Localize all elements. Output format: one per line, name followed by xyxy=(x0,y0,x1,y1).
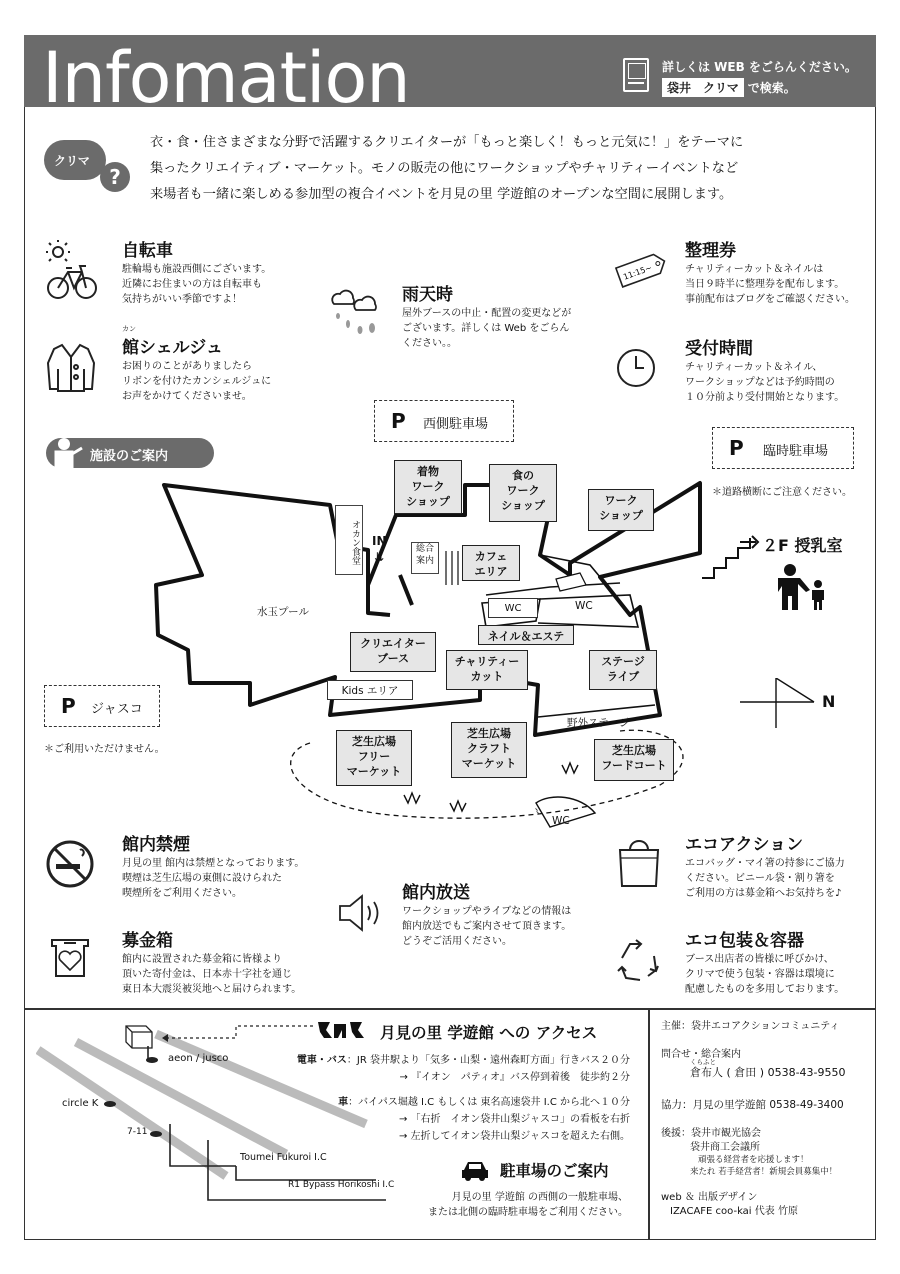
concierge-title: 館シェルジュ xyxy=(122,338,223,358)
food-workshop-bubble: 食の ワーク ショップ xyxy=(489,464,557,522)
okan-shokudo-label: オカン食堂 xyxy=(335,505,363,575)
jusco-parking: P ジャスコ xyxy=(44,685,160,727)
clock-icon xyxy=(616,348,658,390)
entrance-label: IN xyxy=(372,534,387,548)
car-icon xyxy=(460,1158,490,1182)
stage-live-bubble: ステージ ライブ xyxy=(589,650,657,690)
toumei-label: Toumei Fukuroi I.C xyxy=(240,1152,327,1163)
rain-icon xyxy=(328,288,382,340)
support-credit-3: 頑張る経営者を応援します！ xyxy=(698,1155,809,1165)
broadcast-text: ワークショップやライブなどの情報は 館内放送でもご案内させて頂きます。 どうぞご活用ください。 xyxy=(402,906,572,947)
north-label: N xyxy=(822,692,836,711)
wc-label-2: WC xyxy=(575,600,593,612)
temp-parking-note: ＊道路横断にご注意ください。 xyxy=(712,487,852,498)
computer-icon xyxy=(623,58,649,92)
design-label: web ＆ 出版デザイン xyxy=(661,1192,758,1203)
jusco-parking-note: ＊ご利用いただけません。 xyxy=(44,744,165,755)
car-access: 車：バイパス堀越 I.C もしくは 東名高速袋井 I.C から北へ１０分 → 「右折 イオン袋井山梨ジャスコ」の看板を右折 → 左折してイオン袋井山梨ジャスコを超えた右側。 xyxy=(338,1097,630,1142)
ticket-text: チャリティーカット＆ネイルは 当日９時半に整理券を配布します。 事前配布はブログをご確認ください。 xyxy=(685,264,855,305)
rain-text: 屋外ブースの中止・配置の変更などが ございます。詳しくは Web をごらん ください。。 xyxy=(402,308,572,349)
shirt-icon xyxy=(46,343,96,393)
r1-label: R1 Bypass Horikoshi I.C xyxy=(288,1180,395,1190)
kids-area-label: Kids エリア xyxy=(327,680,413,700)
nosmoking-text: 月見の里 館内は禁煙となっております。 喫煙は芝生広場の東側に設けられた 喫煙所をご利用ください。 xyxy=(122,858,305,899)
seven-eleven-label: 7-11 xyxy=(127,1127,148,1137)
cafe-area-bubble: カフェ エリア xyxy=(462,545,520,581)
host-credit: 主催：袋井エコアクションコミュニティ xyxy=(661,1021,840,1032)
access-title: 月見の里 学遊館 への アクセス xyxy=(380,1024,598,1042)
entrance-arrow-icon: ⇊ xyxy=(374,550,385,564)
ticket-time: 11:15~ xyxy=(622,263,654,282)
lawn-food-court-bubble: 芝生広場 フードコート xyxy=(594,739,674,781)
design-credit: IZACAFE coo-kai 代表 竹原 xyxy=(670,1206,798,1217)
svg-text:⌇: ⌇ xyxy=(533,806,541,817)
west-parking: P 西側駐車場 xyxy=(374,400,514,442)
contact-info: 倉布人 ( 倉田 ) 0538-43-9550 xyxy=(690,1066,846,1079)
nursing-room-label: ２F 授乳室 xyxy=(762,536,843,555)
donation-box-icon xyxy=(48,934,94,980)
eco-text: エコバッグ・マイ箸の持参にご協力 ください。ビニール袋・割り箸を ご利用の方は募金箱へお気持ちを♪ xyxy=(685,858,845,899)
no-smoking-icon xyxy=(44,838,96,890)
outdoor-stage-label: 野外ステージ xyxy=(567,717,630,729)
wrap-text: ブース出店者の皆様に呼びかけ、 クリマで使う包装・容器は環境に 配慮したものを多用しております。 xyxy=(685,954,845,995)
concierge-text: お困りのことがありましたら リボンを付けたカンシェルジュに お声をかけてくださいませ。 xyxy=(122,361,272,402)
guide-person-icon xyxy=(50,436,84,472)
contact-ruby: くらふと xyxy=(690,1058,716,1066)
support-credit: 後援：袋井市観光協会 xyxy=(661,1128,761,1139)
eco-bag-icon xyxy=(614,836,664,890)
search-hint xyxy=(662,78,796,97)
aeon-label: aeon / jusco xyxy=(168,1053,229,1064)
circlek-label: circle K xyxy=(62,1098,99,1109)
reception-title: 受付時間 xyxy=(685,339,753,359)
contact-label: 問合せ・総合案内 xyxy=(661,1049,741,1060)
coop-credit: 協力：月見の里学遊館 0538-49-3400 xyxy=(661,1099,844,1111)
reception-text: チャリティーカット＆ネイル、 ワークショップなどは予約時間の １０分前より受付開始となります。 xyxy=(685,362,845,403)
access-divider xyxy=(24,1008,876,1010)
rain-title: 雨天時 xyxy=(402,285,453,305)
kimono-workshop-bubble: 着物 ワーク ショップ xyxy=(394,460,462,514)
nail-esthe-bubble: ネイル＆エステ xyxy=(478,625,574,645)
question-badge: ? xyxy=(100,162,130,192)
lawn-craft-market-bubble: 芝生広場 クラフト マーケット xyxy=(451,722,527,778)
charity-cut-bubble: チャリティー カット xyxy=(446,650,528,690)
broadcast-title: 館内放送 xyxy=(402,883,470,903)
donation-text: 館内に設置された募金箱に皆様より 頂いた寄付金は、日本赤十字社を通じ 東日本大震災被災地へと届けられます。 xyxy=(122,954,302,995)
parking-guide-title: 駐車場のご案内 xyxy=(500,1162,609,1180)
wc-label-1: WC xyxy=(488,598,538,618)
bicycle-title: 自転車 xyxy=(122,241,173,261)
eco-title: エコアクション xyxy=(685,835,804,855)
speaker-icon xyxy=(336,894,382,934)
donation-title: 募金箱 xyxy=(122,931,173,951)
stairs-icon xyxy=(700,530,770,580)
parent-child-icon xyxy=(772,562,830,612)
recycle-icon xyxy=(614,936,662,984)
ticket-title: 整理券 xyxy=(685,241,736,261)
lawn-free-market-bubble: 芝生広場 フリー マーケット xyxy=(336,730,412,786)
train-access: 電車・バス：JR 袋井駅より「気多・山梨・遠州森町方面」行きバス２０分 → 『イオン パティオ』バス停到着後 徒歩約２分 xyxy=(296,1055,630,1083)
compass-north-icon xyxy=(740,678,820,728)
ticket-icon xyxy=(612,250,668,290)
search-suffix: で検索。 xyxy=(747,81,796,95)
pool-label: 水玉プール xyxy=(257,606,309,618)
intro-text: 衣・食・住さまざまな分野で活躍するクリエイターが「もっと楽しく！もっと元気に！」をテーマに 集ったクリエイティブ・マーケット。モノの販売の他にワークショップやチャリティーイベントなど 来場者も一緒に楽しめる参加型の複合イベントを月見の里 学遊館のオープンな空間に展開します。 xyxy=(150,135,744,202)
page-title: Infomation xyxy=(42,37,410,119)
credits-divider xyxy=(648,1008,650,1240)
kurima-badge: クリマ xyxy=(44,140,106,180)
nosmoking-title: 館内禁煙 xyxy=(122,835,190,855)
parking-guide-text: 月見の里 学遊館 の西側の一般駐車場、 または北側の臨時駐車場をご利用ください。 xyxy=(428,1192,628,1218)
support-credit-4: 来たれ 若手経営者！新規会員募集中！ xyxy=(690,1167,838,1177)
creator-booth-bubble: クリエイター ブース xyxy=(350,632,436,672)
concierge-ruby: カン xyxy=(122,325,136,333)
facility-section-label: 施設のご案内 xyxy=(46,438,214,468)
workshop-bubble: ワーク ショップ xyxy=(588,489,654,531)
wc-label-3: WC xyxy=(552,815,570,827)
gakuyukan-logo-icon xyxy=(316,1018,372,1042)
wrap-title: エコ包装＆容器 xyxy=(685,931,804,951)
web-text: 詳しくは WEB をごらんください。 xyxy=(662,60,857,74)
support-credit-2: 袋井商工会議所 xyxy=(690,1142,760,1153)
bicycle-icon xyxy=(44,240,100,302)
temp-parking: P 臨時駐車場 xyxy=(712,427,854,469)
bicycle-text: 駐輪場も施設西側にございます。 近隣にお住まいの方は自転車も 気持ちがいい季節ですよ！ xyxy=(122,264,272,305)
info-desk-label: 総合 案内 xyxy=(411,542,439,574)
search-keyword: 袋井 クリマ xyxy=(662,78,744,97)
